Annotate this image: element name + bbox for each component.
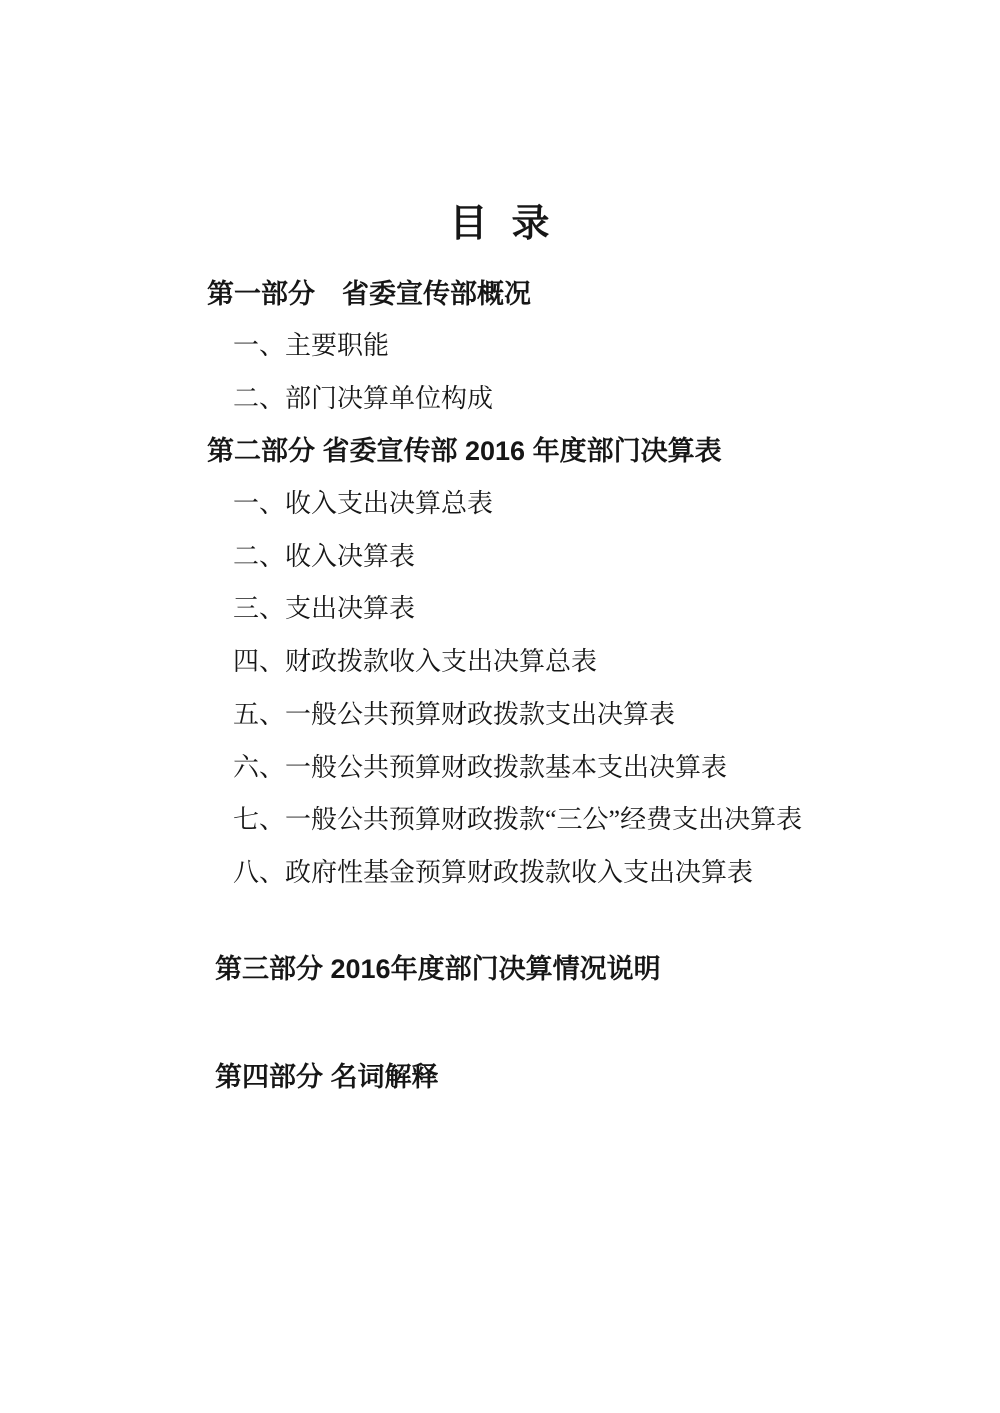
toc-item: 一、主要职能 (233, 331, 390, 360)
section-heading-3: 第三部分 2016年度部门决算情况说明 (215, 954, 661, 984)
toc-item: 二、收入决算表 (233, 542, 416, 571)
section-heading-2: 第二部分 省委宣传部 2016 年度部门决算表 (207, 436, 722, 466)
toc-item: 二、部门决算单位构成 (233, 384, 494, 413)
toc-item: 六、一般公共预算财政拨款基本支出决算表 (233, 753, 728, 782)
section-heading-4: 第四部分 名词解释 (215, 1062, 439, 1092)
toc-item: 四、财政拨款收入支出决算总表 (233, 647, 598, 676)
toc-item: 八、政府性基金预算财政拨款收入支出决算表 (233, 858, 754, 887)
toc-item: 一、收入支出决算总表 (233, 489, 494, 518)
toc-item: 七、一般公共预算财政拨款“三公”经费支出决算表 (233, 805, 803, 834)
toc-item: 三、支出决算表 (233, 594, 416, 623)
section-heading-1: 第一部分 省委宣传部概况 (207, 279, 531, 309)
toc-title: 目 录 (449, 203, 551, 245)
toc-item: 五、一般公共预算财政拨款支出决算表 (233, 700, 676, 729)
